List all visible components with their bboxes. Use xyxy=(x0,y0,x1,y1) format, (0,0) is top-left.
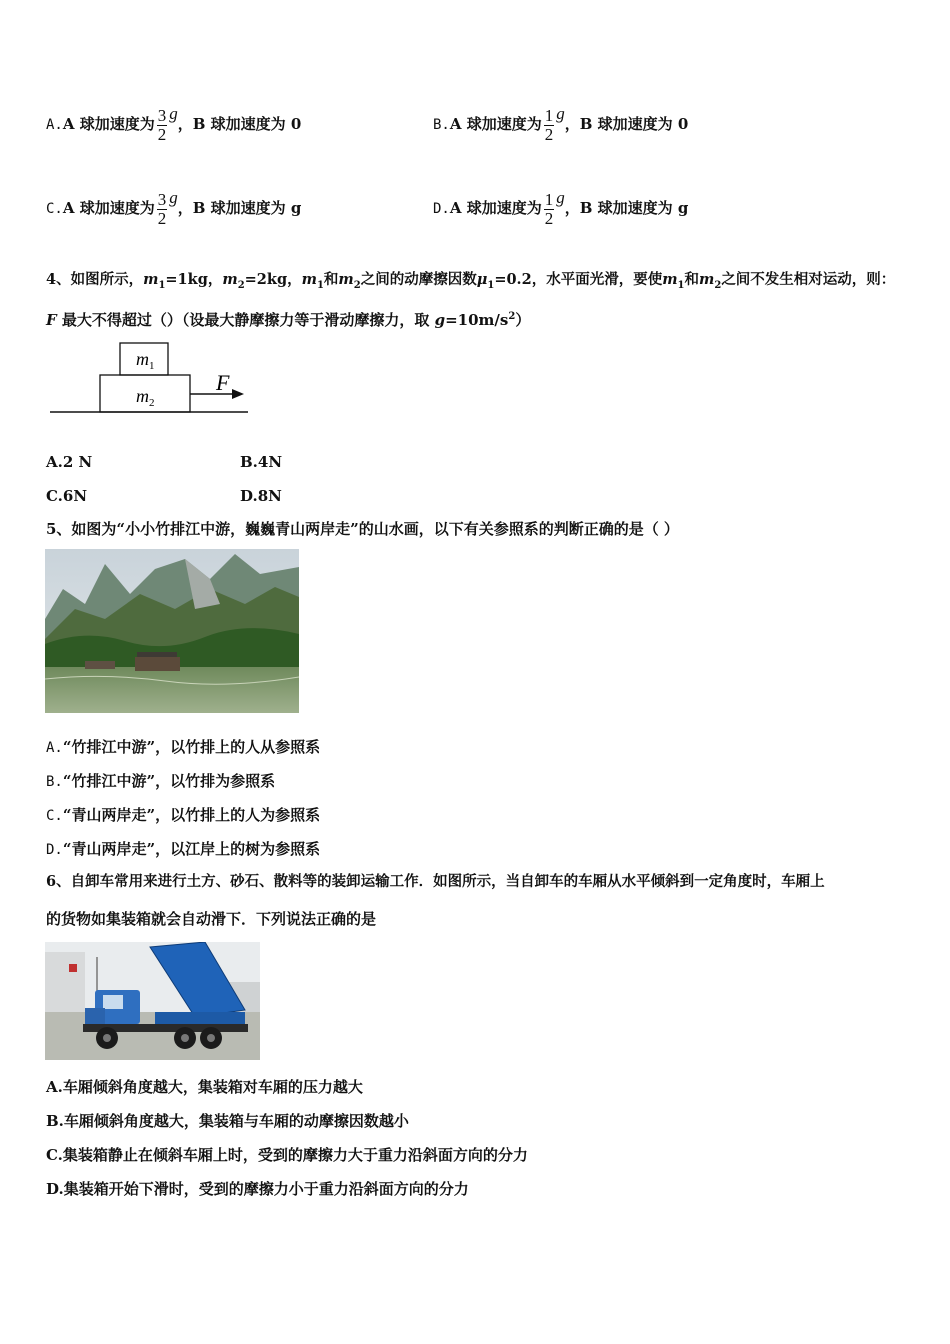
q5-option-c: C.“青山两岸走”，以竹排上的人为参照系 xyxy=(46,806,321,824)
q6-option-d: D.集装箱开始下滑时，受到的摩擦力小于重力沿斜面方向的分力 xyxy=(46,1180,469,1198)
q4-stem-line2: F 最大不得超过（）（设最大静摩擦力等于滑动摩擦力，取 $g=10m/s^2$） xyxy=(46,311,531,329)
q6-stem-line1: 6、自卸车常用来进行土方、砂石、散料等的装卸运输工作．如图所示，当自卸车的车厢从水平倾斜到一定角度时，车厢上 xyxy=(46,873,825,890)
fraction: $\frac{1}{2}$ xyxy=(544,105,554,144)
q4-option-c: C.6N xyxy=(46,487,88,505)
q6-option-c: C.集装箱静止在倾斜车厢上时，受到的摩擦力大于重力沿斜面方向的分力 xyxy=(46,1146,528,1164)
fraction: $\frac{3}{2}$ xyxy=(157,105,167,144)
q3-option-a: A.A 球加速度为 $\frac{3}{2}$ g，B 球加速度为 0 xyxy=(46,104,302,144)
label-force: F xyxy=(216,370,230,395)
q5-option-d: D.“青山两岸走”，以江岸上的树为参照系 xyxy=(46,840,321,858)
q5-option-a: A.“竹排江中游”，以竹排上的人从参照系 xyxy=(46,738,321,756)
q3-option-d: D.A 球加速度为 $\frac{1}{2}$ g，B 球加速度为 g xyxy=(433,188,689,228)
q6-option-b: B.车厢倾斜角度越大，集装箱与车厢的动摩擦因数越小 xyxy=(46,1112,409,1130)
block-force-diagram xyxy=(48,340,253,420)
q4-option-a: A.2 N xyxy=(46,453,93,471)
fraction: $\frac{3}{2}$ xyxy=(157,189,167,228)
q3-option-c: C.A 球加速度为 $\frac{3}{2}$ g，B 球加速度为 g xyxy=(46,188,302,228)
label-m1: $m_1$ xyxy=(136,349,155,372)
label-m2: $m_2$ xyxy=(136,386,155,409)
q6-option-a: A.车厢倾斜角度越大，集装箱对车厢的压力越大 xyxy=(46,1078,363,1096)
dump-truck-photo xyxy=(45,942,260,1060)
q6-stem-line2: 的货物如集装箱就会自动滑下．下列说法正确的是 xyxy=(46,910,377,928)
force-arrow-head xyxy=(232,389,244,399)
q4-option-d: D.8N xyxy=(240,487,282,505)
q5-stem: 5、如图为“小小竹排江中游，巍巍青山两岸走”的山水画，以下有关参照系的判断正确的是（ ） xyxy=(46,520,679,538)
q4-option-b: B.4N xyxy=(240,453,283,471)
q3-option-b: B.A 球加速度为 $\frac{1}{2}$ g，B 球加速度为 0 xyxy=(433,104,689,144)
fraction: $\frac{1}{2}$ xyxy=(544,189,554,228)
q5-option-b: B.“竹排江中游”，以竹排为参照系 xyxy=(46,772,276,790)
landscape-photo xyxy=(45,549,299,713)
q4-stem-line1: 4、如图所示，$m_1=1kg$，$m_2=2kg$，$m_1$和$m_2$之间的动摩擦因数$\mu_1=0.2$，水平面光滑，要使$m_1$和$m_2$之间不发生相对运动，则： xyxy=(46,271,896,291)
